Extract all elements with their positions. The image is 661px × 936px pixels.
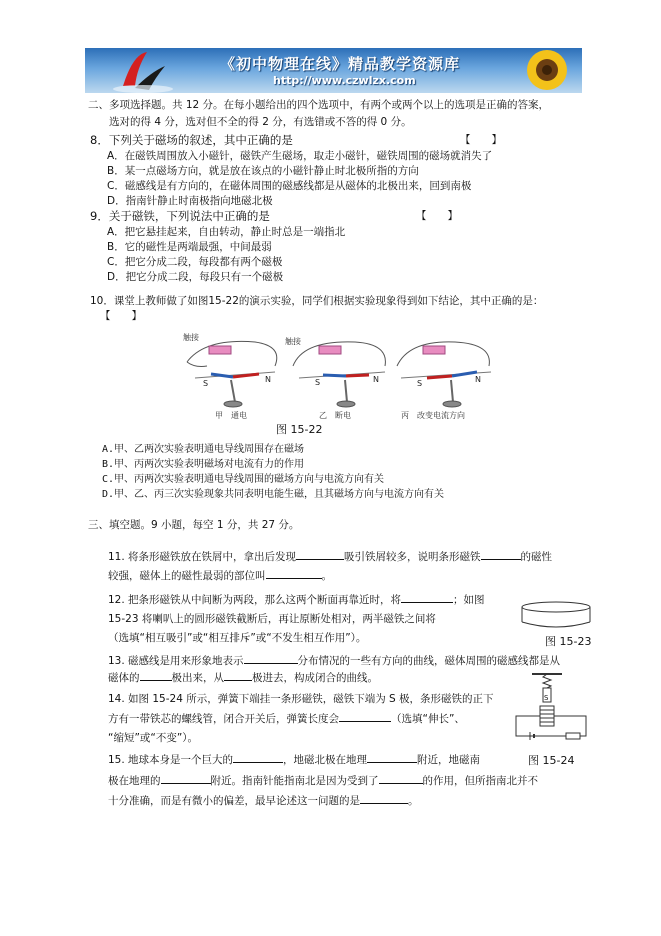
q10-option-d: D.甲、乙、丙三次实验现象共同表明电能生磁，且其磁场方向与电流方向有关 — [102, 489, 445, 500]
q11-text-d: 较强，磁体上的磁性最弱的部位叫 — [108, 570, 266, 582]
q8-option-a: A．在磁铁周围放入小磁针，磁铁产生磁场，取走小磁针，磁铁周围的磁场就消失了 — [107, 150, 493, 162]
fig-caption-jia: 甲 通电 — [215, 411, 247, 420]
q15-line3 — [108, 793, 419, 808]
q15-text-b: ，地磁北极在地理 — [283, 754, 368, 766]
spring-icon — [543, 674, 551, 688]
q8-option-c: C．磁感线是有方向的，在磁体周围的磁感线都是从磁体的北极出来，回到南极 — [107, 180, 472, 192]
q9-stem: 9．关于磁铁，下列说法中正确的是 — [90, 209, 270, 223]
section3-heading: 三、填空题。9 小题，每空 1 分，共 27 分。 — [88, 519, 300, 531]
figure-15-22-caption: 图 15-22 — [276, 423, 323, 436]
figure-15-24 — [510, 672, 592, 742]
q15-text-g: 十分准确，而是有微小的偏差，最早论述这一问题的是 — [108, 795, 360, 807]
fig-label-n3: N — [475, 375, 481, 384]
q13-blank-1[interactable] — [244, 653, 298, 664]
figure-panel-yi — [293, 342, 385, 407]
q15-text-e: 附近。指南针能指南北是因为受到了 — [210, 775, 379, 787]
q14-text-b: （选填“伸长”、 — [391, 713, 465, 725]
q11-blank-3[interactable] — [266, 568, 322, 579]
q14-line3: “缩短”或“不变”）。 — [108, 732, 199, 744]
q15-text-c: 附近，地磁南 — [417, 754, 481, 766]
fig-label-s: S — [544, 694, 549, 702]
q15-line2 — [108, 773, 538, 788]
q12-line3: （选填“相互吸引”或“相互排斥”或“不发生相互作用”）。 — [108, 632, 367, 644]
fig-label-wire2: 触接 — [285, 337, 301, 346]
q12-text-a: 12. 把条形磁铁从中间断为两段，那么这两个断面再靠近时，将 — [108, 594, 402, 606]
q8-stem: 8．下列关于磁场的叙述，其中正确的是 — [90, 133, 293, 147]
sunflower-icon — [527, 50, 567, 90]
q10-answer-bracket: 【 】 — [100, 310, 142, 322]
battery-icon — [209, 346, 231, 354]
fig-label-s2: S — [315, 378, 321, 387]
q8-option-b: B．某一点磁场方向，就是放在该点的小磁针静止时北极所指的方向 — [107, 165, 419, 177]
q11-line2 — [108, 568, 332, 583]
q11-blank-1[interactable] — [296, 549, 344, 560]
banner-title: 《初中物理在线》精品教学资源库 — [220, 55, 461, 73]
q11-blank-2[interactable] — [481, 549, 521, 560]
q13-text-c: 磁体的 — [108, 672, 140, 684]
compass-needle-icon — [427, 376, 452, 378]
q10-option-a: A.甲、乙两次实验表明通电导线周围存在磁场 — [102, 444, 305, 455]
q11-text-e: 。 — [321, 570, 332, 582]
q15-blank-3[interactable] — [161, 773, 211, 784]
figure-15-22 — [175, 330, 505, 422]
q13-line1 — [108, 653, 560, 668]
q9-option-c: C．把它分成二段，每段都有两个磁极 — [107, 256, 283, 268]
q11-text-c: 的磁性 — [520, 551, 553, 563]
q13-blank-2[interactable] — [140, 670, 172, 681]
q15-text-d: 极在地理的 — [108, 775, 161, 787]
q11-text-b: 吸引铁屑较多，说明条形磁铁 — [344, 551, 481, 563]
q9-option-a: A．把它悬挂起来，自由转动，静止时总是一端指北 — [107, 226, 346, 238]
q8-option-d: D．指南针静止时南极指向地磁北极 — [107, 195, 273, 207]
section2-heading-line2: 选对的得 4 分，选对但不全的得 2 分，有选错或不答的得 0 分。 — [109, 116, 412, 128]
figure-15-23 — [520, 600, 594, 630]
q13-text-a: 13. 磁感线是用来形象地表示 — [108, 655, 244, 667]
q15-blank-1[interactable] — [233, 752, 283, 763]
q9-answer-bracket: 【 】 — [416, 210, 458, 222]
banner-url: http://www.czwlzx.com — [273, 74, 416, 87]
q12-line2: 15-23 将喇叭上的圆形磁铁截断后，再让原断处相对，两半磁铁之间将 — [108, 613, 436, 625]
q10-option-b: B.甲、丙两次实验表明磁场对电流有力的作用 — [102, 459, 305, 470]
q12-line1 — [108, 592, 485, 607]
q10-option-c: C.甲、丙两次实验表明通电导线周围的磁场方向与电流方向有关 — [102, 474, 385, 485]
figure-panel-jia — [187, 341, 277, 407]
q13-blank-3[interactable] — [224, 670, 252, 681]
q10-stem: 10．课堂上教师做了如图15-22的演示实验，同学们根据实验现象得到如下结论，其中正确的是： — [90, 295, 544, 307]
q14-line1: 14. 如图 15-24 所示，弹簧下端挂一条形磁铁，磁铁下端为 S 极，条形磁铁的正下 — [108, 693, 494, 705]
q15-line1 — [108, 752, 480, 767]
fig-label-wire1: 触接 — [183, 333, 199, 342]
solenoid-icon — [540, 706, 554, 726]
q14-line2 — [108, 711, 465, 726]
q15-text-f: 的作用，但所指南北并不 — [422, 775, 538, 787]
q8-answer-bracket: 【 】 — [460, 134, 502, 146]
fig-caption-bing: 丙 改变电流方向 — [401, 411, 465, 420]
fig-caption-yi: 乙 断电 — [319, 411, 351, 420]
q13-line2 — [108, 670, 378, 685]
q13-text-d: 极出来，从 — [171, 672, 224, 684]
q12-blank-1[interactable] — [401, 592, 453, 603]
battery-icon — [319, 346, 341, 354]
fig-label-s3: S — [417, 379, 423, 388]
fig-label-s1: S — [203, 379, 209, 388]
q14-text-a: 方有一带铁芯的螺线管，闭合开关后，弹簧长度会 — [108, 713, 339, 725]
q14-blank-1[interactable] — [339, 711, 391, 722]
q15-blank-4[interactable] — [379, 773, 423, 784]
q15-text-a: 15. 地球本身是一个巨大的 — [108, 754, 234, 766]
q13-text-b: 分布情况的一些有方向的曲线，磁体周围的磁感线都是从 — [297, 655, 561, 667]
q12-text-b: ；如图 — [453, 594, 485, 606]
figure-15-24-caption: 图 15-24 — [528, 754, 575, 767]
q11-text-a: 11. 将条形磁铁放在铁屑中，拿出后发现 — [108, 551, 297, 563]
q15-text-h: 。 — [408, 795, 419, 807]
battery-icon — [423, 346, 445, 354]
compass-needle-icon — [323, 375, 346, 376]
header-banner — [85, 48, 582, 93]
q15-blank-2[interactable] — [367, 752, 417, 763]
q9-option-d: D．把它分成二段，每段只有一个磁极 — [107, 271, 284, 283]
fig-label-n1: N — [265, 375, 271, 384]
section2-heading: 二、多项选择题。共 12 分。在每小题给出的四个选项中，有两个或两个以上的选项是正确的答案， — [88, 99, 550, 111]
rheostat-icon — [566, 733, 580, 739]
q13-text-e: 极进去，构成闭合的曲线。 — [252, 672, 378, 684]
figure-15-23-caption: 图 15-23 — [545, 635, 592, 648]
q11-line1 — [108, 549, 552, 564]
q9-option-b: B．它的磁性是两端最强，中间最弱 — [107, 241, 272, 253]
fig-label-n2: N — [373, 375, 379, 384]
q15-blank-5[interactable] — [360, 793, 408, 804]
